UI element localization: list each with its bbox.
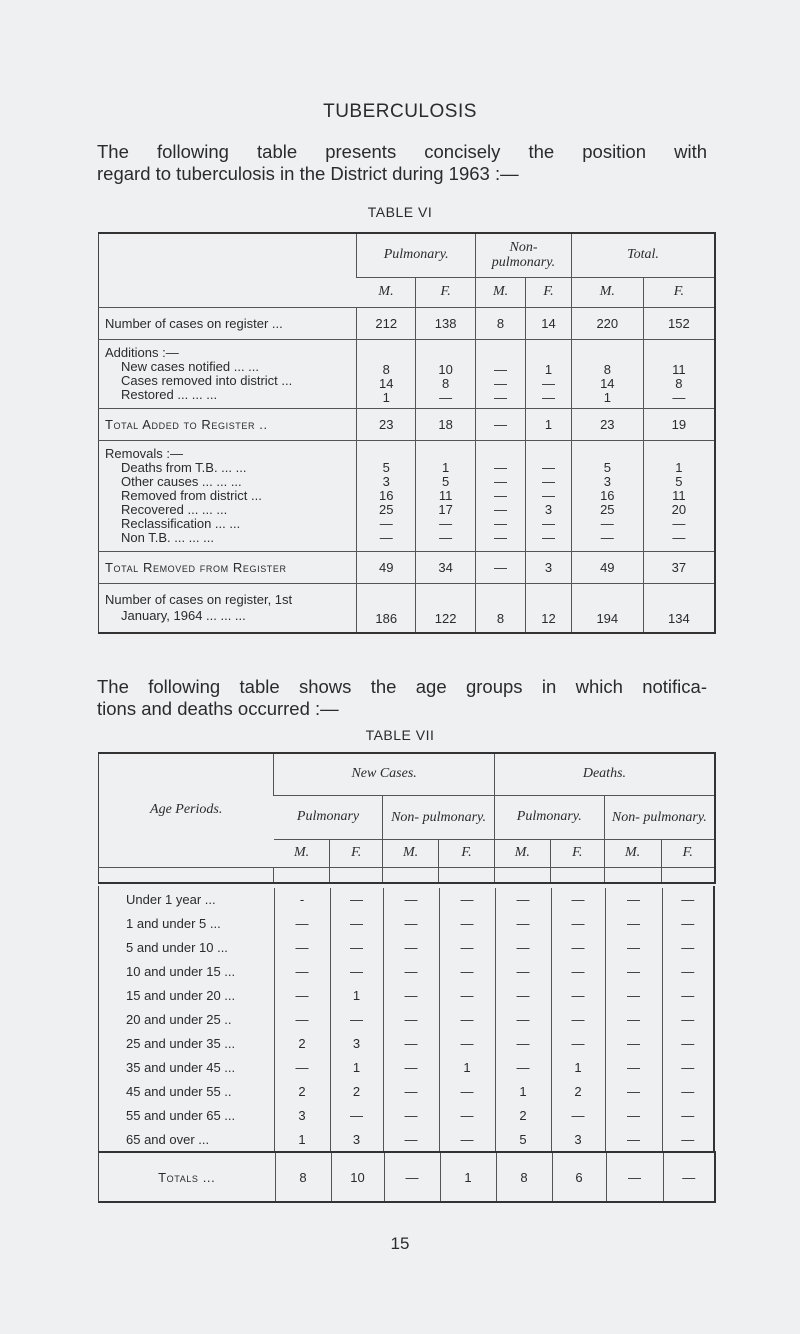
cell: 1 (330, 1055, 383, 1079)
row-label: Deaths from T.B. ... ... (121, 459, 247, 475)
table-vi (98, 232, 716, 634)
cell: — (494, 529, 508, 545)
cell: — (439, 1008, 495, 1032)
table-row (99, 408, 716, 440)
cell: — (439, 515, 453, 531)
intro-paragraph-1 (97, 141, 707, 185)
frame-line (713, 886, 715, 1151)
intro-paragraph-2 (97, 676, 707, 720)
table-row (99, 936, 713, 960)
age-period-label: 15 and under 20 ... (126, 988, 236, 1004)
table-row (99, 551, 716, 583)
cell: — (551, 1008, 605, 1032)
cell: — (551, 912, 605, 936)
cell: — (672, 529, 686, 545)
cell: 5 (495, 1127, 551, 1151)
cell: 3 (330, 1031, 383, 1055)
sub-header: M. (476, 277, 526, 307)
cell: — (662, 1008, 713, 1032)
totals-row (99, 1153, 714, 1201)
cell: — (439, 529, 453, 545)
cell: 1 (551, 1055, 605, 1079)
cell: — (439, 984, 495, 1008)
group-header: Deaths. (494, 753, 715, 795)
page-number: 15 (390, 1234, 410, 1253)
cell: 2 (274, 1079, 330, 1103)
sub-group-header: Pulmonary (274, 795, 383, 839)
age-period-label: 20 and under 25 .. (126, 1011, 232, 1027)
row-label: Other causes ... ... ... (121, 473, 242, 489)
table-row (99, 1055, 713, 1079)
age-period-label: 65 and over ... (126, 1131, 210, 1147)
table-row (99, 583, 716, 633)
cell: 5 (603, 459, 611, 475)
cell: — (551, 960, 605, 984)
cell: — (383, 912, 439, 936)
cell: — (494, 473, 508, 489)
cell: 212 (357, 307, 416, 339)
cell: 3 (603, 473, 611, 489)
table-row (99, 1079, 713, 1103)
cell: — (605, 1031, 662, 1055)
age-period-label: 55 and under 65 ... (126, 1107, 236, 1123)
sub-header: M. (571, 277, 643, 307)
cell: — (494, 389, 508, 405)
cell: — (606, 1153, 663, 1201)
cell: 16 (379, 487, 394, 503)
cell: — (662, 888, 713, 912)
sub-header: M. (494, 839, 550, 867)
cell: — (379, 529, 393, 545)
cell: 5 (675, 473, 683, 489)
cell: 3 (526, 551, 572, 583)
cell: — (383, 936, 439, 960)
cell: 8 (382, 361, 390, 377)
table-row (99, 1127, 713, 1151)
age-period-label: 25 and under 35 ... (126, 1035, 236, 1051)
frame-line (98, 886, 99, 1151)
cell: — (494, 487, 508, 503)
row-label: Reclassification ... ... (121, 515, 241, 531)
cell: 11 (438, 487, 453, 503)
cell: 8 (476, 583, 526, 633)
cell: — (494, 459, 508, 475)
cell: — (383, 1079, 439, 1103)
cell: — (330, 888, 383, 912)
row-label: Total Added to Register .. (99, 408, 357, 440)
cell: — (605, 1103, 662, 1127)
age-periods-header: Age Periods. (150, 802, 223, 818)
cell: — (495, 1008, 551, 1032)
cell: 14 (526, 307, 572, 339)
sub-header: M. (274, 839, 330, 867)
cell: 8 (442, 375, 450, 391)
cell: 6 (552, 1153, 606, 1201)
age-period-label: 10 and under 15 ... (126, 964, 236, 980)
cell: — (274, 984, 330, 1008)
cell: 152 (643, 307, 715, 339)
cell: — (605, 888, 662, 912)
intro-line: The following table presents concisely the position with (97, 141, 707, 162)
cell: — (605, 1055, 662, 1079)
totals-table (99, 1153, 714, 1201)
cell: 16 (600, 487, 615, 503)
cell: 25 (379, 501, 394, 517)
cell: — (274, 1008, 330, 1032)
table-row (99, 307, 716, 339)
cell: 20 (671, 501, 687, 517)
sub-header: M. (604, 839, 661, 867)
cell: 10 (438, 361, 453, 377)
sub-header: F. (526, 277, 572, 307)
row-label: Restored ... ... ... (121, 386, 218, 402)
sub-header: F. (661, 839, 715, 867)
sub-group-header: Non- pulmonary. (604, 795, 715, 839)
cell: 23 (571, 408, 643, 440)
cell: — (605, 984, 662, 1008)
table-row (99, 984, 713, 1008)
cell: — (551, 888, 605, 912)
table-vii (98, 752, 716, 884)
cell: 37 (643, 551, 715, 583)
cell: — (494, 515, 508, 531)
cell: 1 (442, 459, 450, 475)
sub-header: F. (416, 277, 476, 307)
sub-header: M. (357, 277, 416, 307)
cell: - (274, 888, 330, 912)
cell: 3 (330, 1127, 383, 1151)
cell: — (439, 936, 495, 960)
age-period-label: Under 1 year ... (126, 892, 216, 908)
cell: 23 (357, 408, 416, 440)
cell: 3 (544, 501, 553, 517)
cell: — (494, 501, 508, 517)
cell: — (495, 912, 551, 936)
group-header: Non- pulmonary. (476, 233, 572, 277)
cell: — (383, 888, 439, 912)
cell: 3 (551, 1127, 605, 1151)
cell: — (541, 487, 555, 503)
cell: 3 (382, 473, 390, 489)
cell: — (551, 1031, 605, 1055)
sub-group-header: Pulmonary. (494, 795, 604, 839)
row-label: Number of cases on register, 1st (105, 591, 293, 607)
intro-line: tions and deaths occurred :— (97, 698, 339, 719)
intro-line: The following table shows the age groups in which notifica- (97, 676, 707, 697)
table-row (99, 912, 713, 936)
cell: — (439, 912, 495, 936)
cell: — (662, 1127, 713, 1151)
cell: — (662, 960, 713, 984)
cell: 2 (274, 1031, 330, 1055)
cell: — (605, 1079, 662, 1103)
cell: — (330, 1008, 383, 1032)
cell: — (495, 984, 551, 1008)
cell: — (384, 1153, 440, 1201)
row-label: Number of cases on register ... (99, 307, 357, 339)
cell: 10 (331, 1153, 384, 1201)
cell: — (495, 936, 551, 960)
table-caption: TABLE VII (365, 727, 435, 743)
cell: — (662, 912, 713, 936)
row-label: January, 1964 ... ... ... (121, 607, 246, 623)
cell: — (494, 361, 508, 377)
cell: — (672, 515, 686, 531)
cell: 25 (600, 501, 615, 517)
cell: 17 (438, 501, 453, 517)
row-label: Recovered ... ... ... (121, 501, 228, 517)
cell: 8 (476, 307, 526, 339)
sub-header: M. (383, 839, 439, 867)
cell: 2 (551, 1079, 605, 1103)
table-vii-body (99, 888, 713, 1151)
sub-group-header: Non- pulmonary. (383, 795, 495, 839)
cell: — (605, 1127, 662, 1151)
cell: 14 (600, 375, 615, 391)
table-row (99, 1103, 713, 1127)
cell: 2 (330, 1079, 383, 1103)
cell: 138 (416, 307, 476, 339)
cell: — (605, 960, 662, 984)
section-label: Removals :— (105, 445, 184, 461)
cell: — (439, 1031, 495, 1055)
cell: — (274, 912, 330, 936)
cell: 8 (603, 361, 611, 377)
cell: 49 (357, 551, 416, 583)
cell: — (541, 515, 555, 531)
cell: — (662, 1103, 713, 1127)
cell: — (663, 1153, 714, 1201)
cell: — (495, 1055, 551, 1079)
sub-header: F. (643, 277, 715, 307)
row-label: New cases notified ... ... (121, 358, 260, 374)
cell: — (439, 389, 453, 405)
cell: — (383, 960, 439, 984)
row-label: Non T.B. ... ... ... (121, 529, 214, 545)
sub-header: F. (330, 839, 383, 867)
cell: — (495, 960, 551, 984)
cell: — (541, 529, 555, 545)
cell: — (439, 888, 495, 912)
cell: — (476, 551, 526, 583)
cell: — (541, 459, 555, 475)
table-row-group (99, 440, 716, 551)
cell: — (605, 1008, 662, 1032)
totals-row-box (98, 1151, 716, 1203)
cell: — (439, 960, 495, 984)
cell: 12 (526, 583, 572, 633)
table-row (99, 1008, 713, 1032)
row-label: Cases removed into district ... (121, 372, 293, 388)
cell: 1 (440, 1153, 496, 1201)
sub-header: F. (439, 839, 495, 867)
cell: 134 (643, 583, 715, 633)
cell: — (383, 1008, 439, 1032)
cell: 5 (382, 459, 390, 475)
cell: — (541, 389, 555, 405)
age-period-label: 5 and under 10 ... (126, 940, 228, 956)
cell: — (662, 1055, 713, 1079)
cell: 1 (382, 389, 390, 405)
cell: 1 (274, 1127, 330, 1151)
table-row (99, 888, 713, 912)
cell: — (383, 1127, 439, 1151)
cell: 11 (672, 487, 686, 503)
cell: — (662, 936, 713, 960)
cell: 1 (603, 389, 611, 405)
age-period-label: 1 and under 5 ... (126, 916, 221, 932)
cell: 5 (442, 473, 450, 489)
table-row (99, 960, 713, 984)
cell: — (605, 936, 662, 960)
age-period-label: 35 and under 45 ... (126, 1059, 236, 1075)
page-title: TUBERCULOSIS (323, 101, 477, 122)
row-label: Removed from district ... (121, 487, 262, 503)
cell: — (439, 1079, 495, 1103)
cell: — (551, 1103, 605, 1127)
age-period-label: 45 and under 55 .. (126, 1083, 232, 1099)
cell: 14 (379, 375, 394, 391)
cell: — (600, 529, 614, 545)
cell: — (662, 1079, 713, 1103)
cell: 1 (330, 984, 383, 1008)
cell: — (476, 408, 526, 440)
cell: 49 (571, 551, 643, 583)
cell: 8 (496, 1153, 552, 1201)
cell: 1 (544, 361, 553, 377)
cell: 8 (675, 375, 683, 391)
cell: 2 (495, 1103, 551, 1127)
cell: — (330, 960, 383, 984)
cell: — (494, 375, 508, 391)
cell: — (379, 515, 393, 531)
cell: 1 (439, 1055, 495, 1079)
header-empty (99, 233, 357, 307)
cell: — (274, 936, 330, 960)
cell: 220 (571, 307, 643, 339)
cell: — (541, 473, 555, 489)
table-caption: TABLE VI (367, 204, 433, 220)
cell: 18 (416, 408, 476, 440)
cell: 19 (643, 408, 715, 440)
cell: — (330, 936, 383, 960)
cell: — (383, 984, 439, 1008)
cell: 194 (571, 583, 643, 633)
group-header: New Cases. (274, 753, 495, 795)
cell: — (383, 1103, 439, 1127)
cell: — (662, 1031, 713, 1055)
cell: — (330, 912, 383, 936)
row-label: Total Removed from Register (99, 551, 357, 583)
cell: — (495, 1031, 551, 1055)
cell: 3 (274, 1103, 330, 1127)
cell: — (662, 984, 713, 1008)
cell: — (439, 1127, 495, 1151)
cell: — (605, 912, 662, 936)
cell: — (330, 1103, 383, 1127)
cell: — (439, 1103, 495, 1127)
cell: — (383, 1055, 439, 1079)
cell: 11 (672, 361, 686, 377)
sub-header: F. (550, 839, 604, 867)
totals-label: Totals ... (158, 1169, 216, 1185)
cell: 1 (526, 408, 572, 440)
cell: — (600, 515, 614, 531)
cell: 1 (675, 459, 683, 475)
cell: — (541, 375, 555, 391)
cell: — (383, 1031, 439, 1055)
table-row-group (99, 339, 716, 408)
intro-line: regard to tuberculosis in the District during 1963 :— (97, 163, 519, 184)
section-label: Additions :— (105, 344, 179, 360)
cell: 8 (275, 1153, 331, 1201)
cell: 34 (416, 551, 476, 583)
cell: — (672, 389, 686, 405)
cell: — (274, 960, 330, 984)
cell: — (551, 984, 605, 1008)
cell: 122 (416, 583, 476, 633)
table-row (99, 1031, 713, 1055)
group-header: Total. (571, 233, 715, 277)
cell: — (495, 888, 551, 912)
cell: 186 (357, 583, 416, 633)
cell: 1 (495, 1079, 551, 1103)
cell: — (274, 1055, 330, 1079)
cell: — (551, 936, 605, 960)
group-header: Pulmonary. (357, 233, 476, 277)
